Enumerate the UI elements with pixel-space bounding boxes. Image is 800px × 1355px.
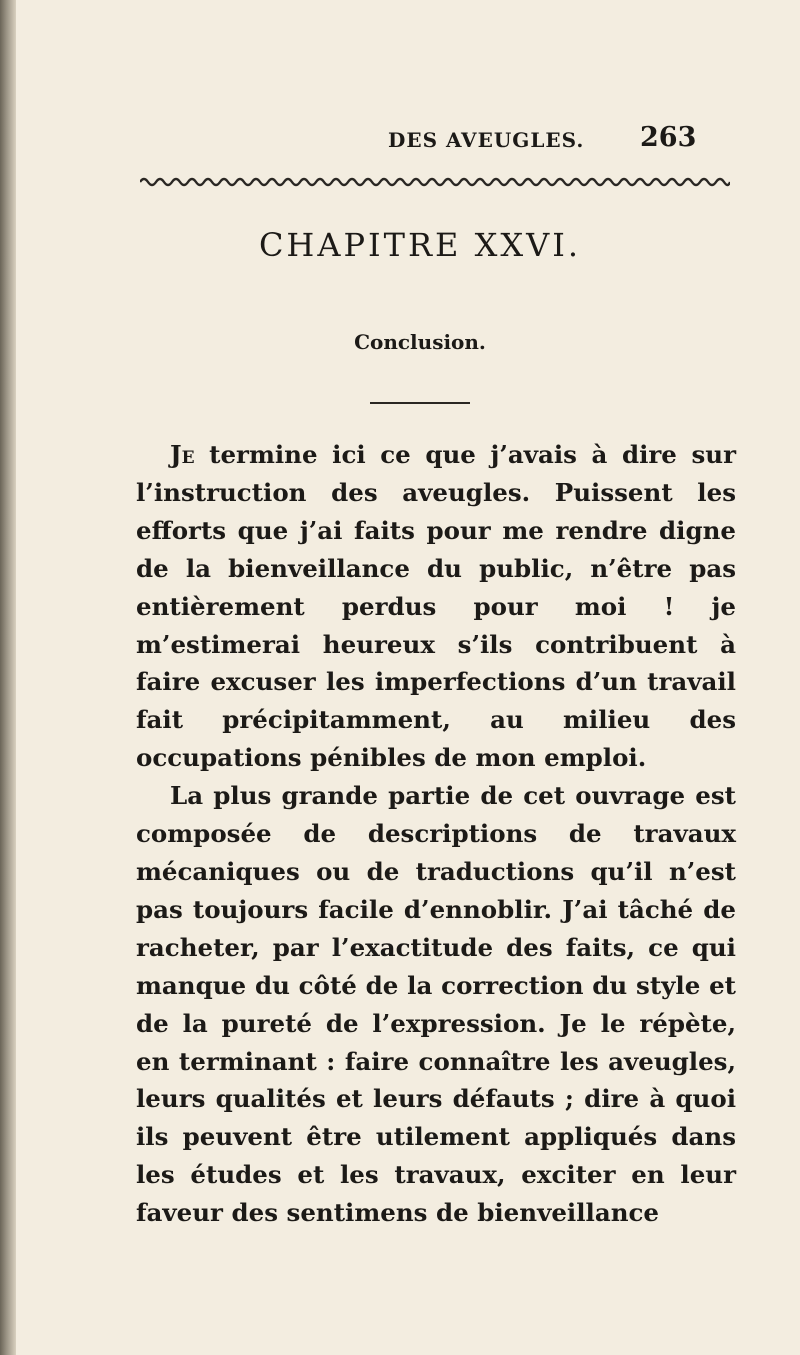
paragraph-text: La plus grande partie de cet ouvrage est composée de descriptions de travaux mécaniques ou de traductions qu’il n’est pas toujours facile d’ennoblir. J’ai tâché de racheter, par l’exactitude des faits, ce qui manque du côté de la correction du style et de la pureté de l’expression. Je le répète, en terminant : faire connaître les aveugles, leurs qualités et leurs défauts ; dire à quoi ils peuvent être utilement appliqués dans les études et les travaux, exciter en leur faveur des sentimens de bienveillance bbox=[136, 781, 736, 1228]
page-number: 263 bbox=[640, 122, 697, 153]
chapter-title: CHAPITRE XXVI. bbox=[258, 226, 582, 264]
book-binding-edge bbox=[0, 0, 16, 1355]
running-header bbox=[0, 120, 800, 160]
paragraph-2 bbox=[136, 777, 736, 1232]
running-title: DES AVEUGLES. bbox=[388, 128, 585, 152]
paragraph-text: termine ici ce que j’avais à dire sur l’instruction des aveugles. Puissent les efforts que j’ai faits pour me rendre digne de la bienveillance du public, n’être pas entièrement perdus pour moi ! je m’estimerai heureux s’ils contribuent à faire excuser les imperfections d’un travail fait précipitamment, au milieu des occupations pénibles de mon emploi. bbox=[136, 440, 736, 773]
title-divider-rule bbox=[370, 402, 470, 404]
paragraph-lead-word: Je bbox=[170, 440, 195, 469]
decorative-wave-ornament bbox=[140, 176, 730, 188]
body-text bbox=[136, 436, 736, 1232]
paragraph-1 bbox=[136, 436, 736, 777]
section-title: Conclusion. bbox=[354, 330, 486, 354]
